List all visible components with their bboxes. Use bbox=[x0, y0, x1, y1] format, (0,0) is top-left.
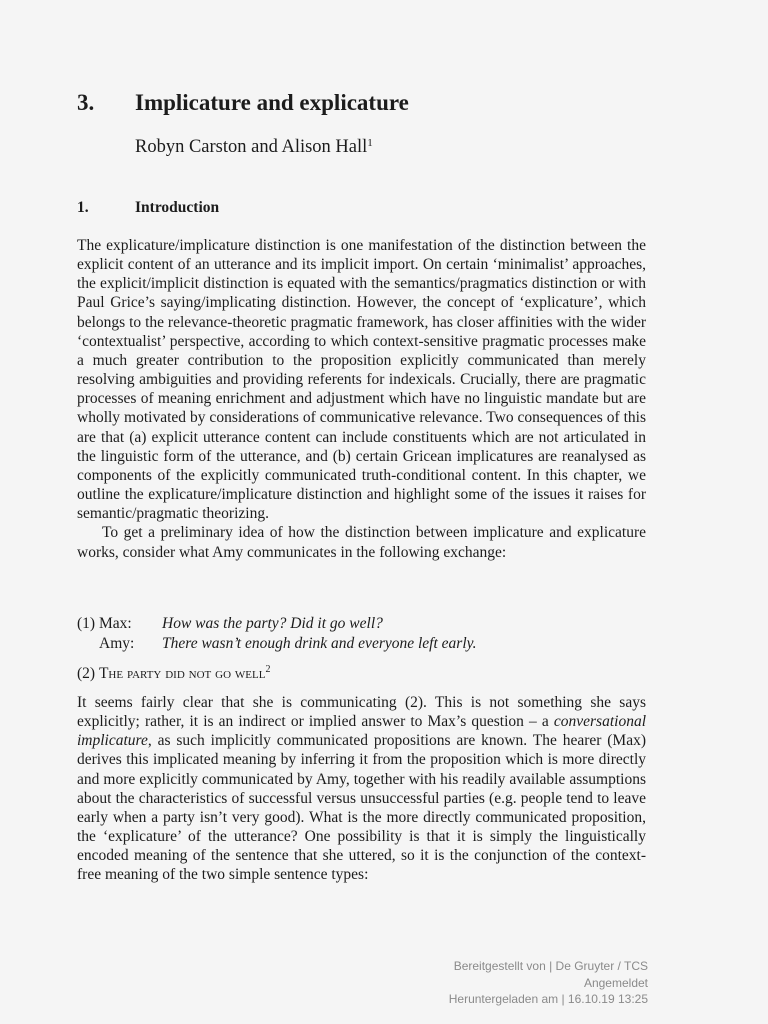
example-1-amy-line bbox=[77, 634, 477, 654]
section-heading bbox=[77, 199, 219, 217]
paragraph-1: The explicature/implicature distinction is one manifestation of the distinction between the explicit content of an utterance and its implicit import. On certain ‘minimalist’ approaches, the explicit/implicit distinction is equated with the semantics/pragmatics distinction or with Paul Grice’s saying/implicating distinction. However, the concept of ‘explicature’, which belongs to the relevance-theoretic pragmatic framework, has closer affinities with the wider ‘contextualist’ perspective, according to which context-sensitive pragmatic processes make a much greater contribution to the proposition explicitly communicated than merely resolving ambiguities and providing referents for indexicals. Crucially, there are pragmatic processes of meaning enrichment and adjustment which have no linguistic mandate but are wholly motivated by considerations of communicative relevance. Two consequences of this are that (a) explicit utterance content can include constituents which are not articulated in the linguistic form of the utterance, and (b) certain Gricean implicatures are reanalysed as components of the explicitly communicated truth-conditional content. In this chapter, we outline the explicature/implicature distinction and highlight some of the issues it raises for semantic/pragmatic theorizing. bbox=[77, 237, 646, 523]
download-watermark bbox=[449, 958, 648, 1008]
author-line bbox=[135, 137, 373, 158]
paragraph-2: To get a preliminary idea of how the distinction between implicature and explicature works, consider what Amy communicates in the following exchange: bbox=[77, 524, 646, 561]
example-2-footnote-mark: 2 bbox=[265, 664, 271, 675]
author-names: Robyn Carston and Alison Hall bbox=[135, 137, 368, 157]
intro-text-block bbox=[77, 236, 646, 562]
paragraph-3-start: It seems fairly clear that she is communicating (2). This is not something she says explicitly; rather, it is an indirect or implied answer to Max’s question – a bbox=[77, 694, 646, 731]
watermark-line-1: Bereitgestellt von | De Gruyter / TCS bbox=[453, 959, 648, 973]
paragraph-3-term: conversational implicature bbox=[77, 713, 646, 750]
chapter-number: 3. bbox=[77, 90, 95, 115]
max-utterance: How was the party? Did it go well? bbox=[162, 615, 383, 632]
section-number: 1. bbox=[77, 199, 89, 216]
amy-utterance: There wasn’t enough drink and everyone left early. bbox=[162, 634, 477, 652]
paragraph-3-end: , as such implicitly communicated propositions are known. The hearer (Max) derives this implicated meaning by inferring it from the proposition which is more directly and more explicitly communicated by Amy, together with his readily available assumptions about the characteristics of successful versus unsuccessful parties (e.g. people tend to leave early when a party isn’t very good). What is the more directly communicated proposition, the ‘explicature’ of the utterance? One possibility is that it is simply the linguistically encoded meaning of the sentence that she uttered, so it is the conjunction of the context-free meaning of the two simple sentence types: bbox=[77, 732, 646, 884]
example-2 bbox=[77, 660, 270, 684]
example-1-max-line bbox=[77, 614, 477, 634]
chapter-title: Implicature and explicature bbox=[135, 90, 409, 115]
author-footnote-mark: 1 bbox=[367, 137, 373, 149]
example-2-label: (2) bbox=[77, 665, 96, 682]
paragraph-3 bbox=[77, 693, 646, 885]
watermark-line-2: Angemeldet bbox=[583, 975, 648, 990]
amy-label: Amy: bbox=[99, 634, 135, 652]
example-1-label: (1) Max: bbox=[77, 615, 132, 632]
section-title: Introduction bbox=[135, 199, 220, 216]
example-1 bbox=[77, 614, 477, 653]
example-2-text: The party did not go well bbox=[98, 665, 266, 682]
chapter-heading bbox=[77, 90, 409, 116]
watermark-line-3: Heruntergeladen am | 16.10.19 13:25 bbox=[448, 992, 648, 1006]
